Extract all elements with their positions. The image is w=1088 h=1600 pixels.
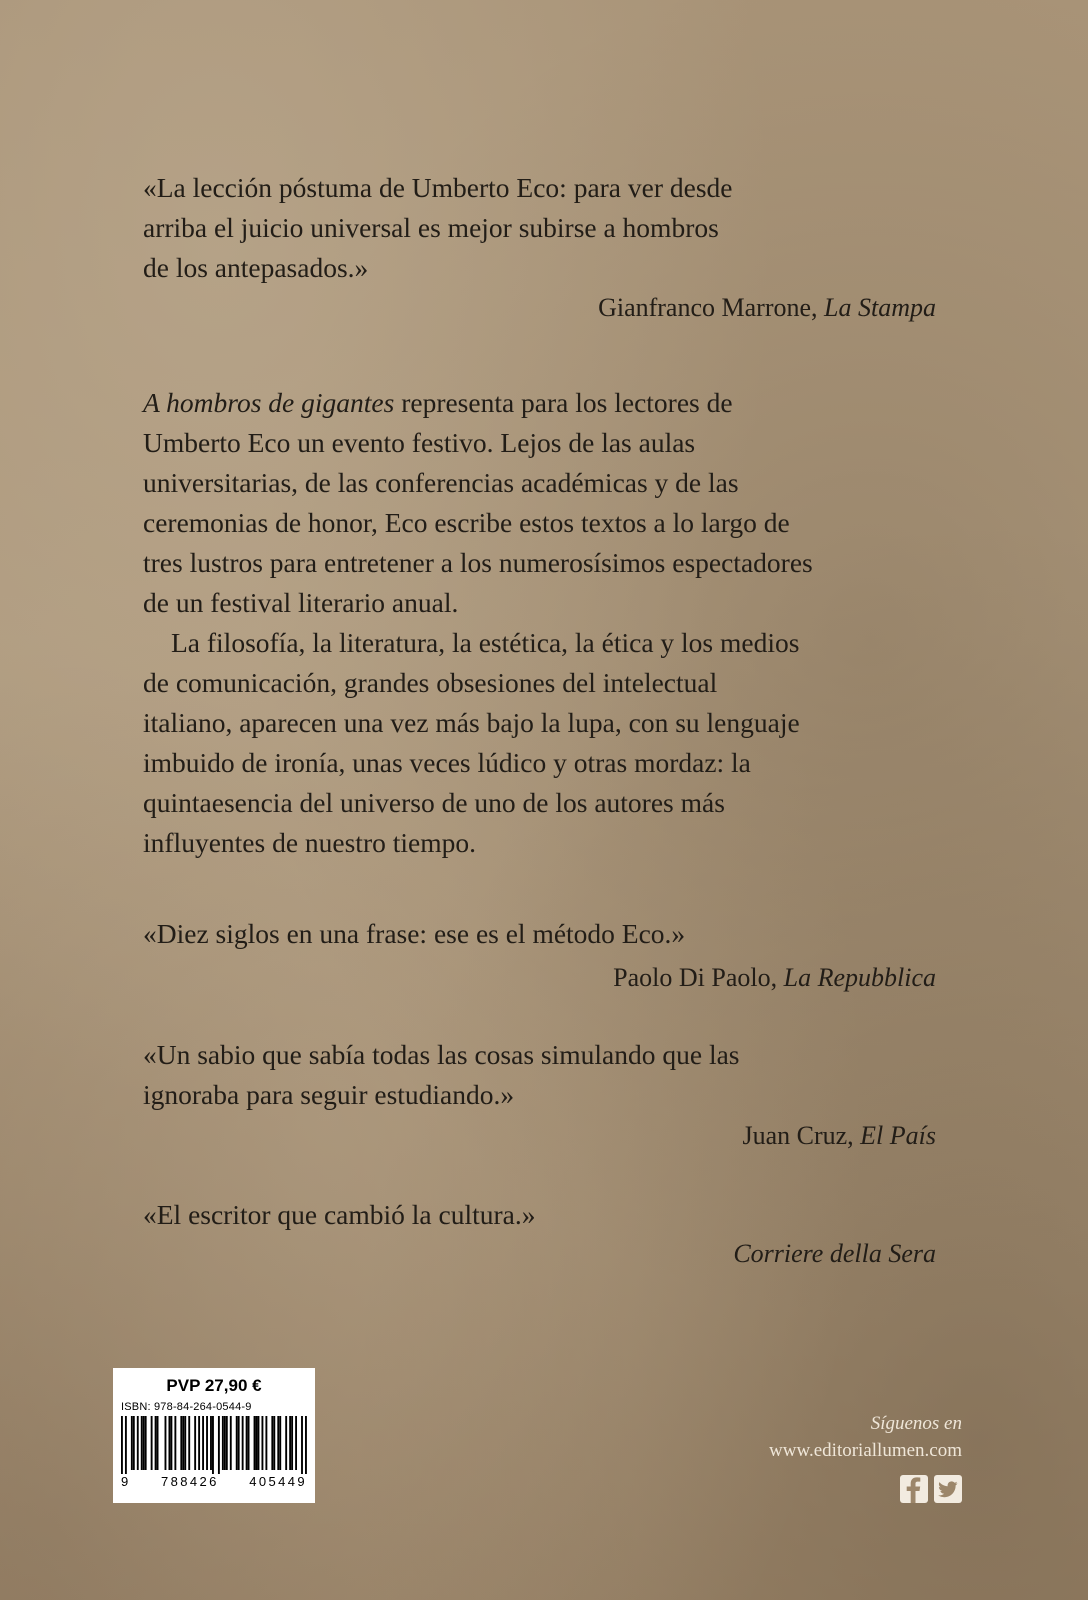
barcode-bar bbox=[206, 1416, 208, 1470]
price: PVP 27,90 € bbox=[166, 1376, 262, 1395]
barcode-bar bbox=[151, 1416, 153, 1470]
attribution-di-paolo bbox=[613, 960, 936, 996]
quote-corriere bbox=[143, 1195, 963, 1235]
barcode-bar bbox=[168, 1416, 170, 1470]
barcode-bar bbox=[246, 1416, 248, 1470]
quote-line: «Un sabio que sabía todas las cosas simulando que las bbox=[143, 1039, 740, 1070]
barcode-bar bbox=[265, 1416, 267, 1470]
barcode-bar bbox=[182, 1416, 184, 1470]
barcode-bar bbox=[279, 1416, 281, 1470]
quote-di-paolo bbox=[143, 914, 963, 954]
barcode-bar bbox=[198, 1416, 200, 1470]
barcode-bar bbox=[230, 1416, 232, 1470]
quote-line: de los antepasados.» bbox=[143, 252, 369, 283]
barcode-bar bbox=[141, 1416, 143, 1470]
barcode-bar bbox=[165, 1416, 167, 1470]
isbn: ISBN: 978-84-264-0544-9 bbox=[121, 1401, 252, 1413]
barcode-bar bbox=[301, 1416, 303, 1474]
attribution-author: Juan Cruz, bbox=[742, 1121, 854, 1150]
follow-label: Síguenos en bbox=[870, 1413, 962, 1434]
book-title: A hombros de gigantes bbox=[143, 387, 395, 418]
barcode-bar bbox=[277, 1416, 279, 1470]
barcode bbox=[121, 1416, 307, 1474]
publisher-url[interactable]: www.editoriallumen.com bbox=[769, 1440, 962, 1461]
barcode-bar bbox=[256, 1416, 258, 1470]
barcode-digits: 9 788426 405449 bbox=[121, 1474, 307, 1489]
barcode-bar bbox=[133, 1416, 135, 1470]
barcode-label bbox=[113, 1368, 315, 1503]
attribution-source: Corriere della Sera bbox=[733, 1239, 936, 1268]
barcode-bar bbox=[222, 1416, 224, 1470]
barcode-bar bbox=[145, 1416, 147, 1470]
barcode-bar bbox=[238, 1416, 240, 1470]
barcode-bar bbox=[289, 1416, 291, 1470]
quote-line: ignoraba para seguir estudiando.» bbox=[143, 1079, 515, 1110]
barcode-bar bbox=[212, 1416, 214, 1474]
attribution-cruz bbox=[742, 1118, 936, 1154]
description-paragraph-2: La filosofía, la literatura, la estética, la ética y los medios de comunicación, grandes obsesiones del intelectual italiano, aparecen una vez más bajo la lupa, con su lenguaje imbuido de ironía, unas veces lúdico y otras mordaz: la quintaesencia del universo de uno de los autores más influyentes de nuestro tiempo. bbox=[143, 627, 800, 858]
attribution-corriere bbox=[733, 1236, 936, 1272]
barcode-bar bbox=[194, 1416, 196, 1470]
barcode-bar bbox=[121, 1416, 123, 1474]
barcode-bar bbox=[202, 1416, 204, 1470]
barcode-bar bbox=[184, 1416, 186, 1470]
barcode-bar bbox=[224, 1416, 226, 1470]
barcode-bar bbox=[242, 1416, 244, 1470]
barcode-bar bbox=[295, 1416, 297, 1470]
barcode-bar bbox=[125, 1416, 127, 1474]
barcode-bar bbox=[305, 1416, 307, 1474]
barcode-bar bbox=[248, 1416, 250, 1470]
barcode-bar bbox=[137, 1416, 139, 1470]
barcode-bar bbox=[188, 1416, 190, 1470]
barcode-bar bbox=[180, 1416, 182, 1470]
barcode-bar bbox=[291, 1416, 293, 1470]
barcode-bar bbox=[271, 1416, 273, 1470]
barcode-bar bbox=[254, 1416, 256, 1470]
description-paragraph-1: A hombros de gigantes representa para los lectores de Umberto Eco un evento festivo. Lejos de las aulas universitarias, de las conferencias académicas y de las ceremonias de honor, Eco escribe estos textos a lo largo de tres lustros para entretener a los numerosísimos espectadores de un festival literario anual. bbox=[143, 387, 813, 618]
quote-line: «Diez siglos en una frase: ese es el método Eco.» bbox=[143, 918, 686, 949]
quote-line: arriba el juicio universal es mejor subirse a hombros bbox=[143, 212, 719, 243]
quote-cruz bbox=[143, 1035, 963, 1115]
twitter-icon[interactable] bbox=[934, 1475, 962, 1503]
barcode-bar bbox=[174, 1416, 176, 1470]
attribution-author: Gianfranco Marrone, bbox=[598, 293, 818, 322]
barcode-bar bbox=[131, 1416, 133, 1470]
quote-marrone bbox=[143, 168, 963, 288]
barcode-bar bbox=[218, 1416, 220, 1474]
barcode-bar bbox=[258, 1416, 260, 1470]
barcode-bar bbox=[261, 1416, 263, 1470]
barcode-bar bbox=[155, 1416, 157, 1470]
quote-line: «La lección póstuma de Umberto Eco: para ver desde bbox=[143, 172, 733, 203]
facebook-icon[interactable] bbox=[900, 1475, 928, 1503]
barcode-bar bbox=[210, 1416, 212, 1470]
follow-us bbox=[769, 1410, 962, 1464]
social-links bbox=[900, 1475, 962, 1503]
barcode-bar bbox=[143, 1416, 145, 1470]
book-description bbox=[143, 383, 963, 863]
barcode-bar bbox=[157, 1416, 159, 1470]
barcode-bar bbox=[273, 1416, 275, 1470]
quote-line: «El escritor que cambió la cultura.» bbox=[143, 1199, 536, 1230]
barcode-bar bbox=[285, 1416, 287, 1470]
attribution-source: La Repubblica bbox=[783, 963, 936, 992]
barcode-bar bbox=[236, 1416, 238, 1470]
attribution-marrone bbox=[598, 290, 936, 326]
barcode-bar bbox=[226, 1416, 228, 1470]
barcode-bar bbox=[170, 1416, 172, 1470]
attribution-author: Paolo Di Paolo, bbox=[613, 963, 778, 992]
attribution-source: El País bbox=[860, 1121, 936, 1150]
attribution-source: La Stampa bbox=[824, 293, 936, 322]
